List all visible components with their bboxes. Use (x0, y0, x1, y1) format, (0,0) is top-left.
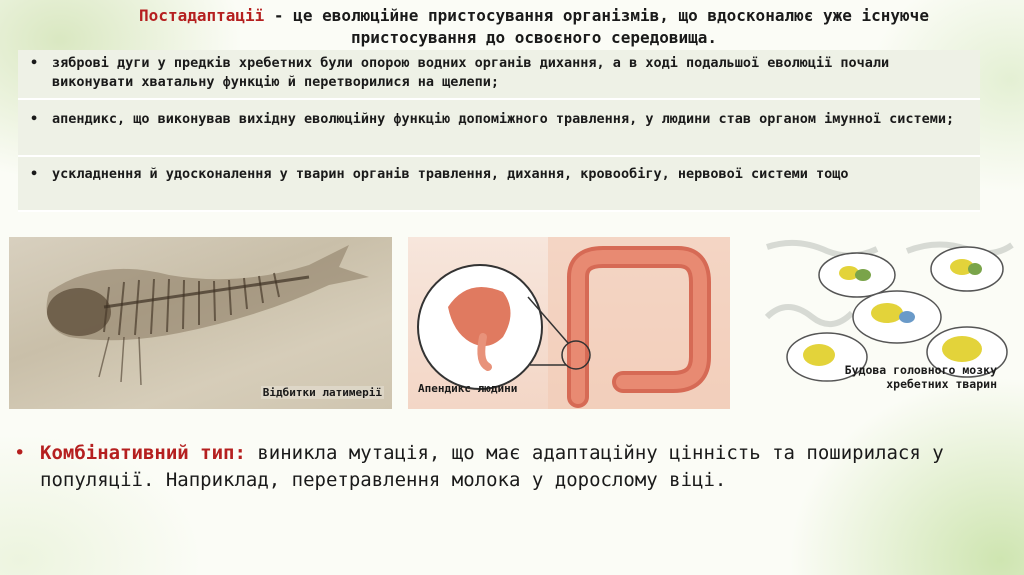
combinative-term: Комбінативний тип: (40, 442, 246, 464)
combinative-type-paragraph (14, 440, 974, 494)
fish-fossil-illustration (9, 237, 392, 409)
list-item-text: зяброві дуги у предків хребетних були опорою водних органів дихання, а в ході подальшої еволюції почали виконувати хватальну функцію й перетворилися на щелепи; (52, 55, 890, 90)
fossil-caption: Відбитки латимерії (262, 386, 382, 399)
list-item-text: апендикс, що виконував вихідну еволюційну функцію допоміжного травлення, у людини став органом імунної системи; (52, 111, 955, 127)
list-item (18, 157, 980, 212)
fossil-image (9, 237, 392, 409)
bullet-icon: • (30, 111, 39, 127)
brain-caption: Будова головного мозку хребетних тварин (844, 363, 997, 391)
combinative-text: виникла мутація, що має адаптаційну цінність та поширилася у популяції. Наприклад, перетравлення молока у дорослому віці. (40, 442, 944, 491)
title-definition: - це еволюційне пристосування організмів, що вдосконалює уже існуюче пристосування до освоєного середовища. (264, 6, 929, 47)
list-item-text: ускладнення й удосконалення у тварин органів травлення, дихання, кровообігу, нервової системи тощо (52, 166, 849, 182)
bullet-icon: • (30, 55, 39, 71)
examples-list (18, 50, 980, 212)
bullet-icon: • (14, 442, 26, 464)
bullet-icon: • (30, 166, 39, 182)
list-item (18, 50, 980, 100)
appendix-caption: Апендикс людини (418, 382, 518, 395)
appendix-image (408, 237, 730, 409)
title-term: Постадаптації (139, 6, 265, 25)
brain-diagram-image (757, 237, 1019, 409)
slide-title (104, 5, 964, 49)
list-item (18, 100, 980, 157)
